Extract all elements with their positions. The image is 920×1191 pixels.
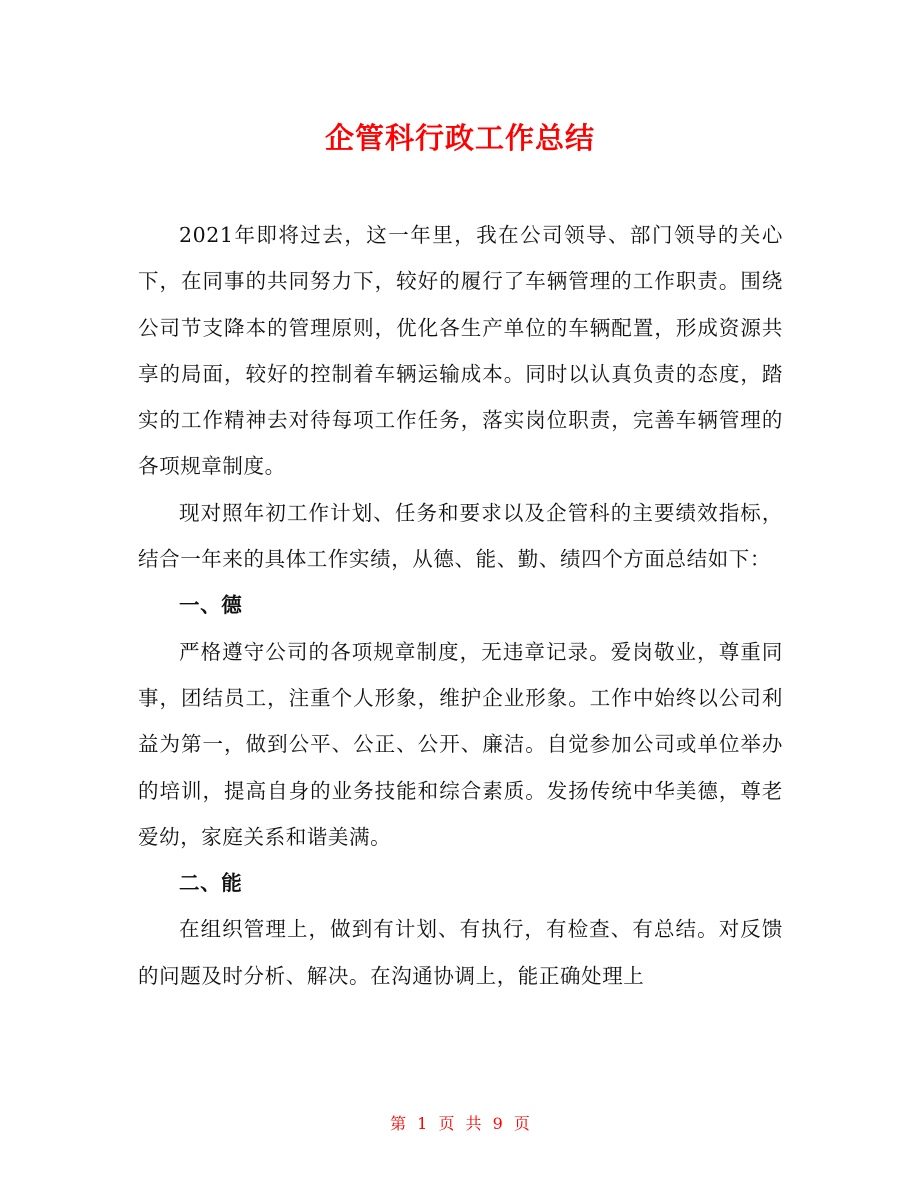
summary-paragraph: 现对照年初工作计划、任务和要求以及企管科的主要绩效指标，结合一年来的具体工作实绩，从德、能、勤、绩四个方面总结如下： [138,500,783,572]
document-body [138,212,783,999]
intro-paragraph: 2021年即将过去，这一年里，我在公司领导、部门领导的关心下，在同事的共同努力下，较好的履行了车辆管理的工作职责。围绕公司节支降本的管理原则，优化各生产单位的车辆配置，形成资源共享的局面，较好的控制着车辆运输成本。同时以认真负责的态度，踏实的工作精神去对待每项工作任务，落实岗位职责，完善车辆管理的各项规章制度。 [138,223,783,479]
section-text-de: 严格遵守公司的各项规章制度，无违章记录。爱岗敬业，尊重同事，团结员工，注重个人形象，维护企业形象。工作中始终以公司利益为第一，做到公平、公正、公开、廉洁。自觉参加公司或单位举办的培训，提高自身的业务技能和综合素质。发扬传统中华美德，尊老爱幼，家庭关系和谐美满。 [138,639,783,849]
page-number-footer: 第 1 页 共 9 页 [390,1114,530,1133]
section-text-neng: 在组织管理上，做到有计划、有执行，有检查、有总结。对反馈的问题及时分析、解决。在沟通协调上，能正确处理上 [138,917,783,988]
section-heading-de: 一、德 [179,593,243,618]
section-heading-neng: 二、能 [179,871,243,896]
document-title: 企管科行政工作总结 [324,121,595,155]
